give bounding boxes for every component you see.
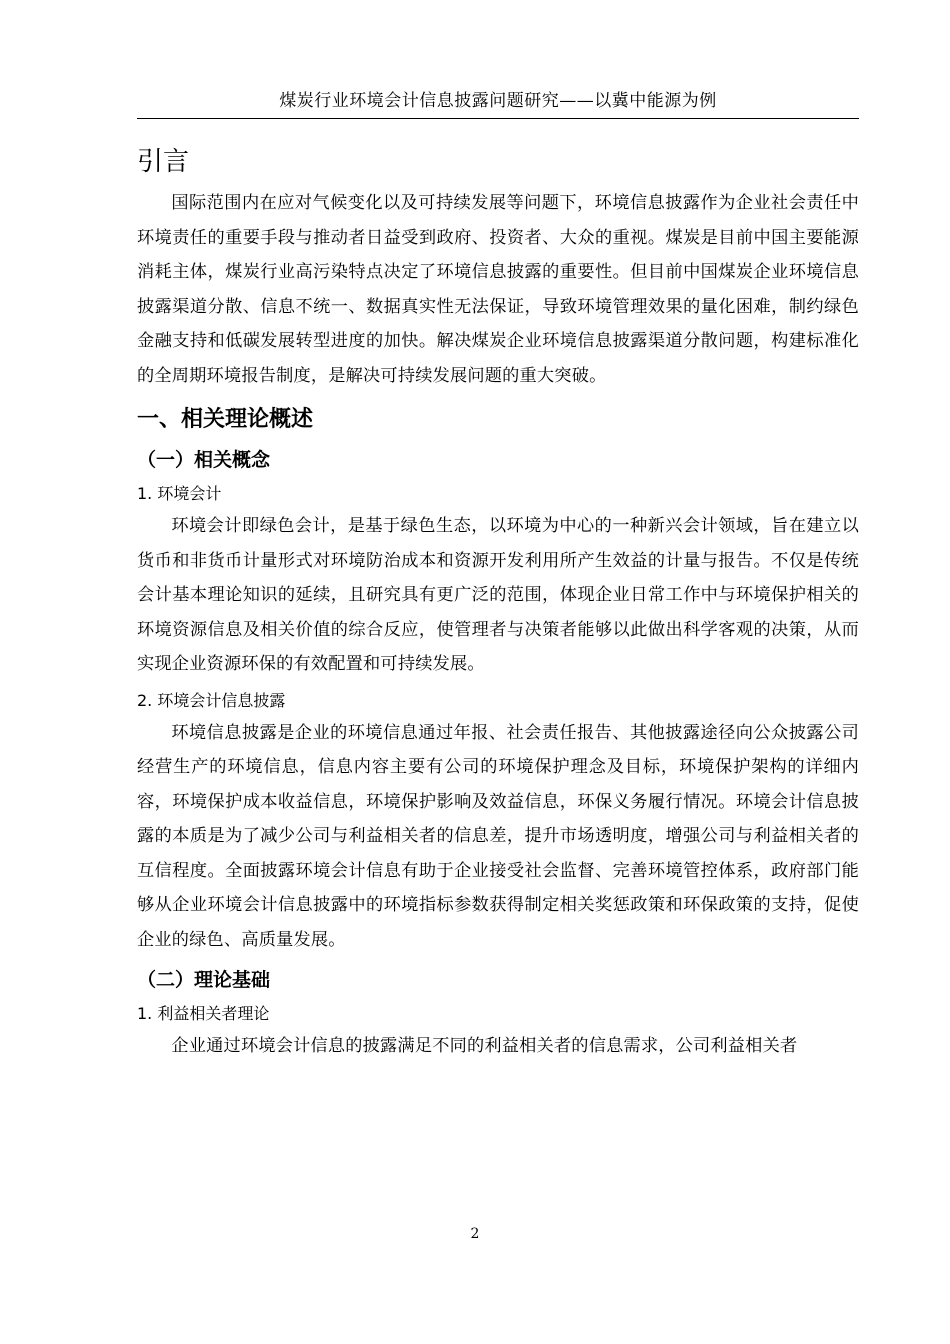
item-heading-stakeholder-theory: 1. 利益相关者理论 xyxy=(137,1004,270,1023)
page-number: 2 xyxy=(470,1226,480,1242)
intro-heading: 引言 xyxy=(137,147,190,177)
item-heading-environmental-accounting: 1. 环境会计 xyxy=(137,484,222,503)
paragraph-stakeholder-theory: 企业通过环境会计信息的披露满足不同的利益相关者的信息需求，公司利益相关者 xyxy=(171,1036,798,1056)
intro-paragraph: 国际范围内在应对气候变化以及可持续发展等问题下，环境信息披露作为企业社会责任中环境责任的重要手段与推动者日益受到政府、投资者、大众的重视。煤炭是目前中国主要能源消耗主体，煤炭行业高污染特点决定了环境信息披露的重要性。但目前中国煤炭企业环境信息披露渠道分散、信息不统一、数据真实性无法保证，导致环境管理效果的量化困难，制约绿色金融支持和低碳发展转型进度的加快。解决煤炭企业环境信息披露渠道分散问题，构建标准化的全周期环境报告制度，是解决可持续发展问题的重大突破。 xyxy=(137,193,859,386)
paragraph-disclosure: 环境信息披露是企业的环境信息通过年报、社会责任报告、其他披露途径向公众披露公司经营生产的环境信息，信息内容主要有公司的环境保护理念及目标，环境保护架构的详细内容，环境保护成本收益信息，环境保护影响及效益信息，环保义务履行情况。环境会计信息披露的本质是为了减少公司与利益相关者的信息差，提升市场透明度，增强公司与利益相关者的互信程度。全面披露环境会计信息有助于企业接受社会监督、完善环境管控体系，政府部门能够从企业环境会计信息披露中的环境指标参数获得制定相关奖惩政策和环保政策的支持，促使企业的绿色、高质量发展。 xyxy=(137,722,859,950)
section-heading-theory-overview: 一、相关理论概述 xyxy=(137,407,314,432)
paragraph-environmental-accounting: 环境会计即绿色会计，是基于绿色生态，以环境为中心的一种新兴会计领域，旨在建立以货币和非货币计量形式对环境防治成本和资源开发利用所产生效益的计量与报告。不仅是传统会计基本理论知识的延续，且研究具有更广泛的范围，体现企业日常工作中与环境保护相关的环境资源信息及相关价值的综合反应，使管理者与决策者能够以此做出科学客观的决策，从而实现企业资源环保的有效配置和可持续发展。 xyxy=(137,516,859,674)
subsection-heading-concepts: （一）相关概念 xyxy=(137,449,271,471)
page-content xyxy=(137,132,859,1064)
running-header-title: 煤炭行业环境会计信息披露问题研究——以冀中能源为例 xyxy=(279,91,717,111)
item-heading-disclosure: 2. 环境会计信息披露 xyxy=(137,690,286,710)
header-rule xyxy=(137,118,859,119)
subsection-heading-theoretical-basis: （二）理论基础 xyxy=(137,969,271,991)
